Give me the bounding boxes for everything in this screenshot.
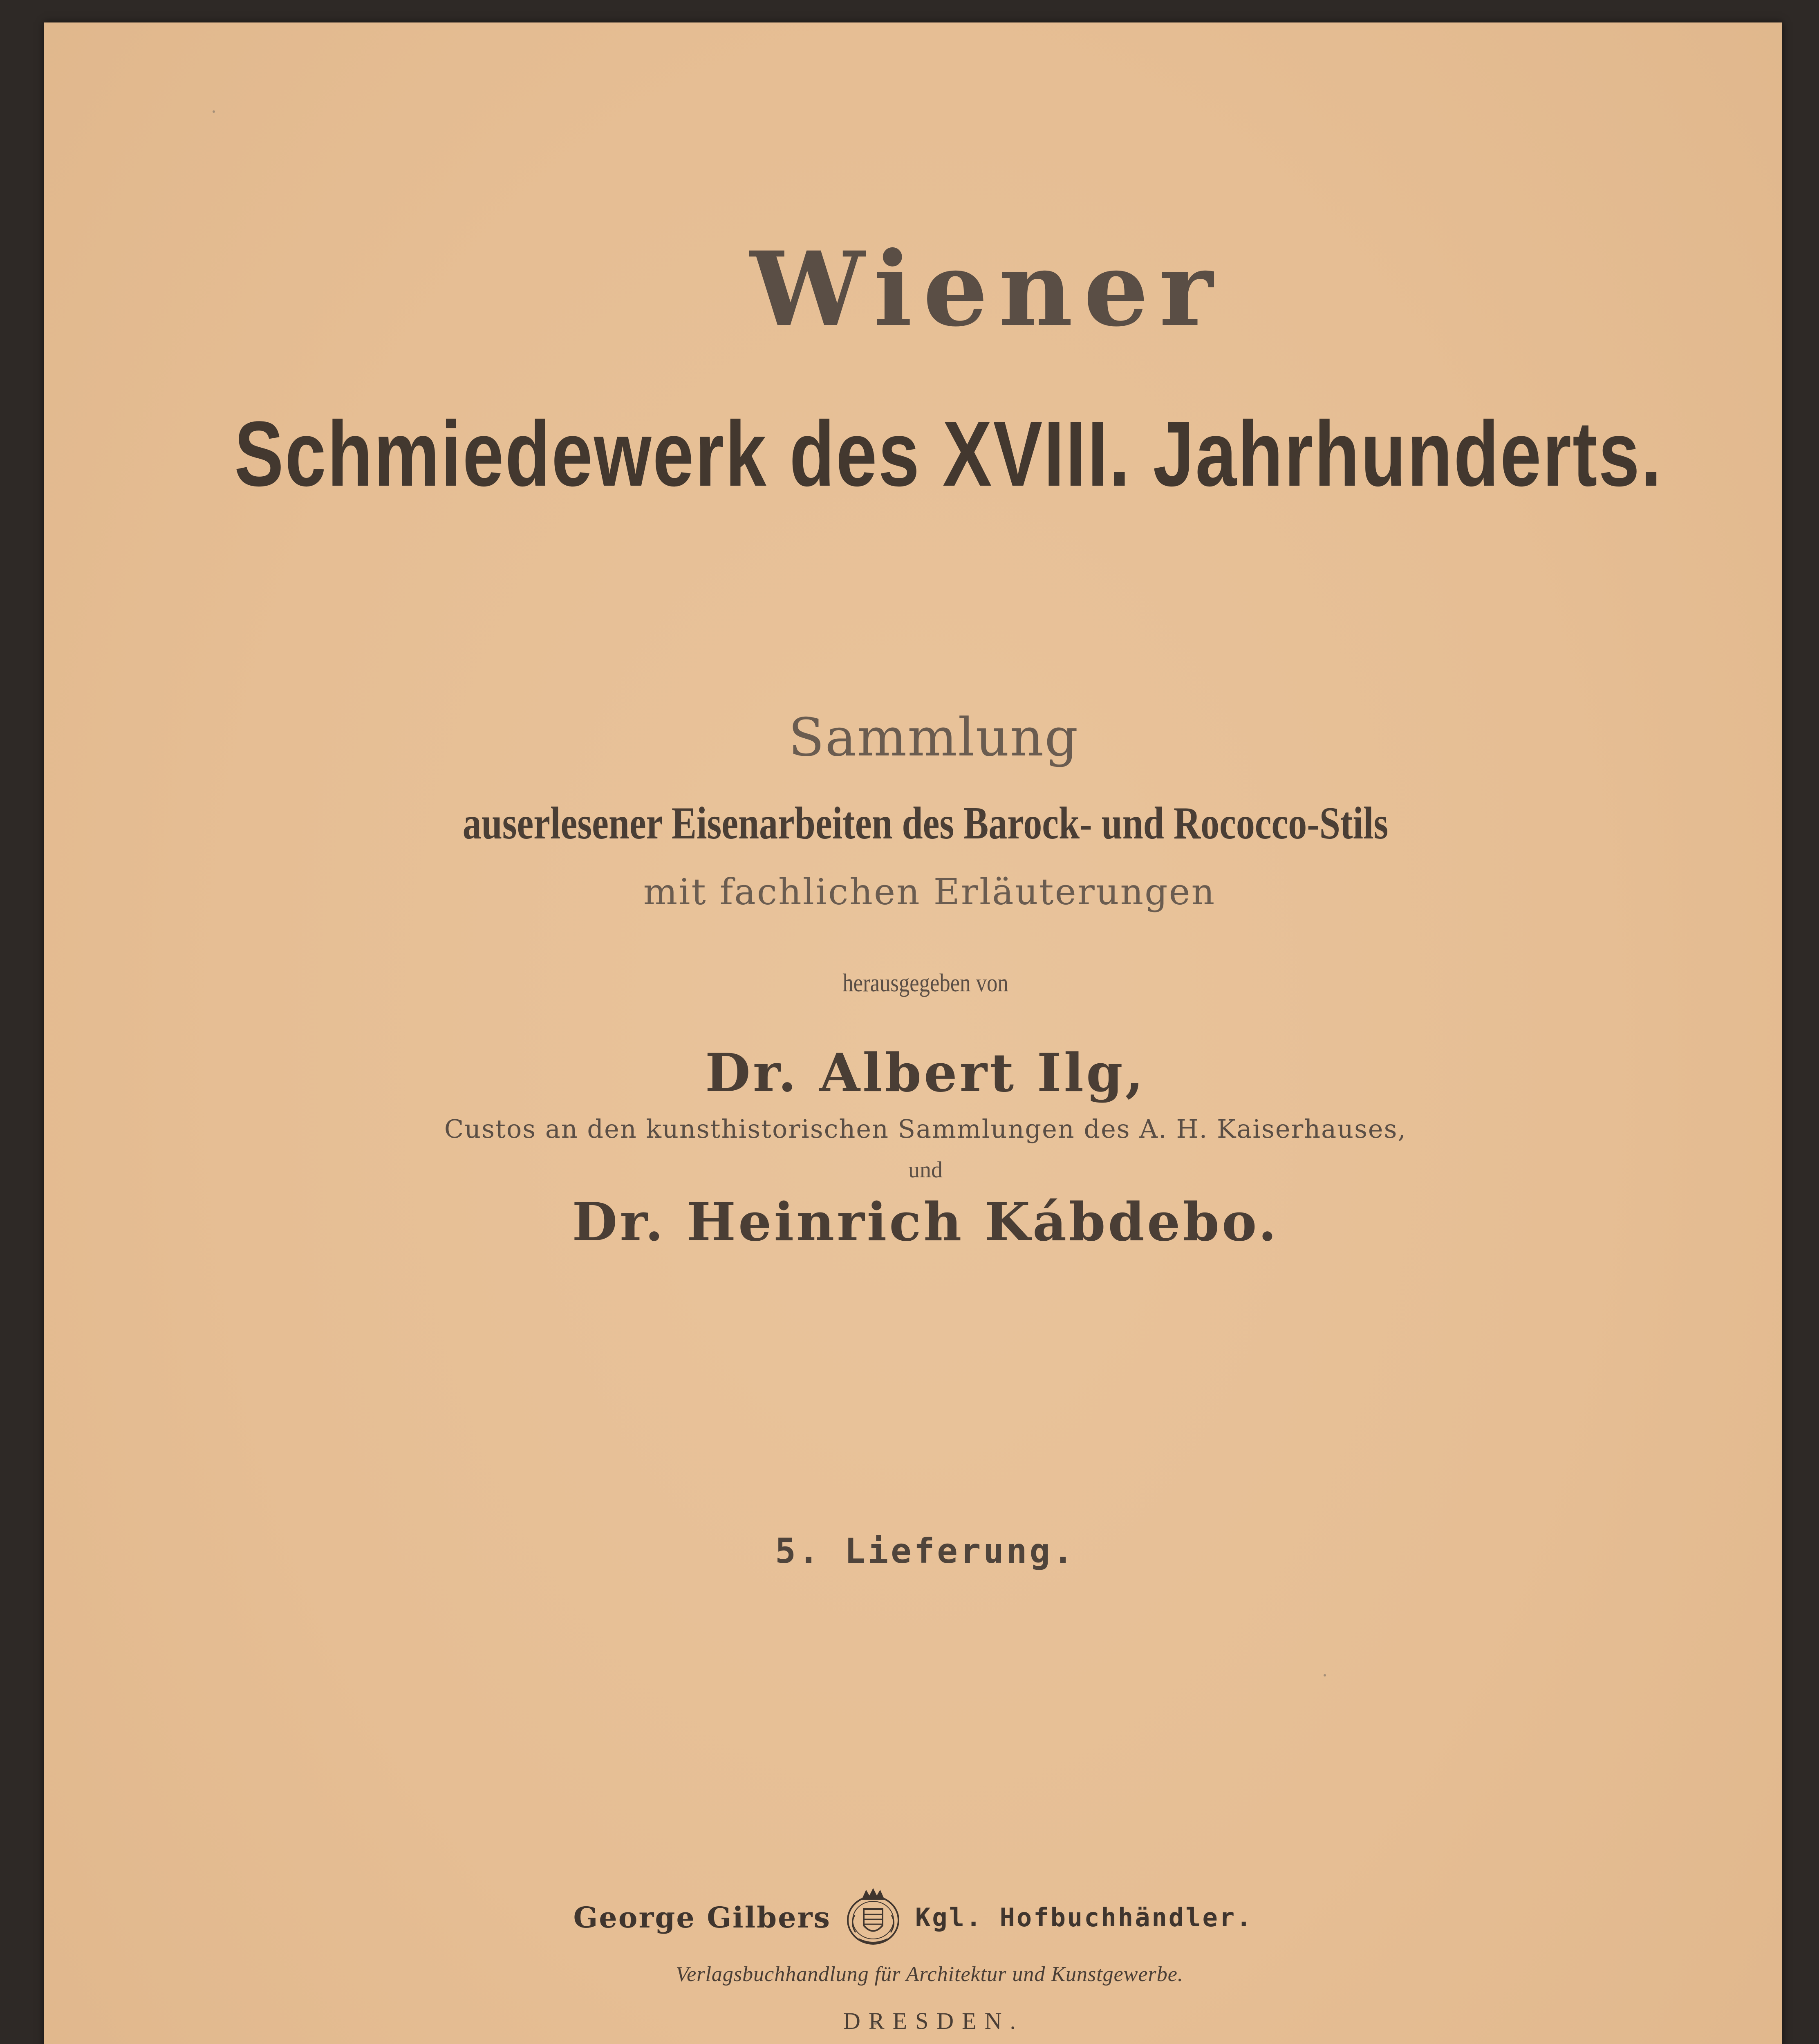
subtitle-description: auserlesener Eisenarbeiten des Barock- und Rococco-Stils <box>462 798 1389 849</box>
author1-role: Custos an den kunsthistorischen Sammlungen des A. H. Kaiserhauses, <box>444 1114 1407 1144</box>
paper-speck <box>213 110 215 113</box>
paper-speck <box>1324 1674 1326 1676</box>
subtitle-explanations: mit fachlichen Erläuterungen <box>643 871 1216 913</box>
author1-name: Dr. Albert Ilg, <box>705 1042 1146 1104</box>
title-page <box>44 22 1782 2044</box>
publisher-title: Kgl. Hofbuchhändler. <box>915 1902 1253 1932</box>
editor-intro: herausgegeben von <box>842 969 1008 997</box>
installment-label: 5. Lieferung. <box>775 1531 1076 1571</box>
publisher-name: George Gilbers <box>573 1900 831 1934</box>
title-main: Schmiedewerk des XVIII. Jahrhunderts. <box>234 402 1663 505</box>
subtitle-sammlung: Sammlung <box>788 707 1079 768</box>
publisher-description: Verlagsbuchhandlung für Architektur und Kunstgewerbe. <box>676 1963 1183 1986</box>
title-wiener: Wiener <box>750 229 1224 349</box>
author2-name: Dr. Heinrich Kábdebo. <box>572 1192 1279 1253</box>
publisher-imprint <box>44 1887 1782 1948</box>
royal-coat-of-arms-icon <box>842 1887 904 1948</box>
publisher-city: DRESDEN. <box>843 2008 1024 2034</box>
conjunction-und: und <box>908 1157 943 1183</box>
